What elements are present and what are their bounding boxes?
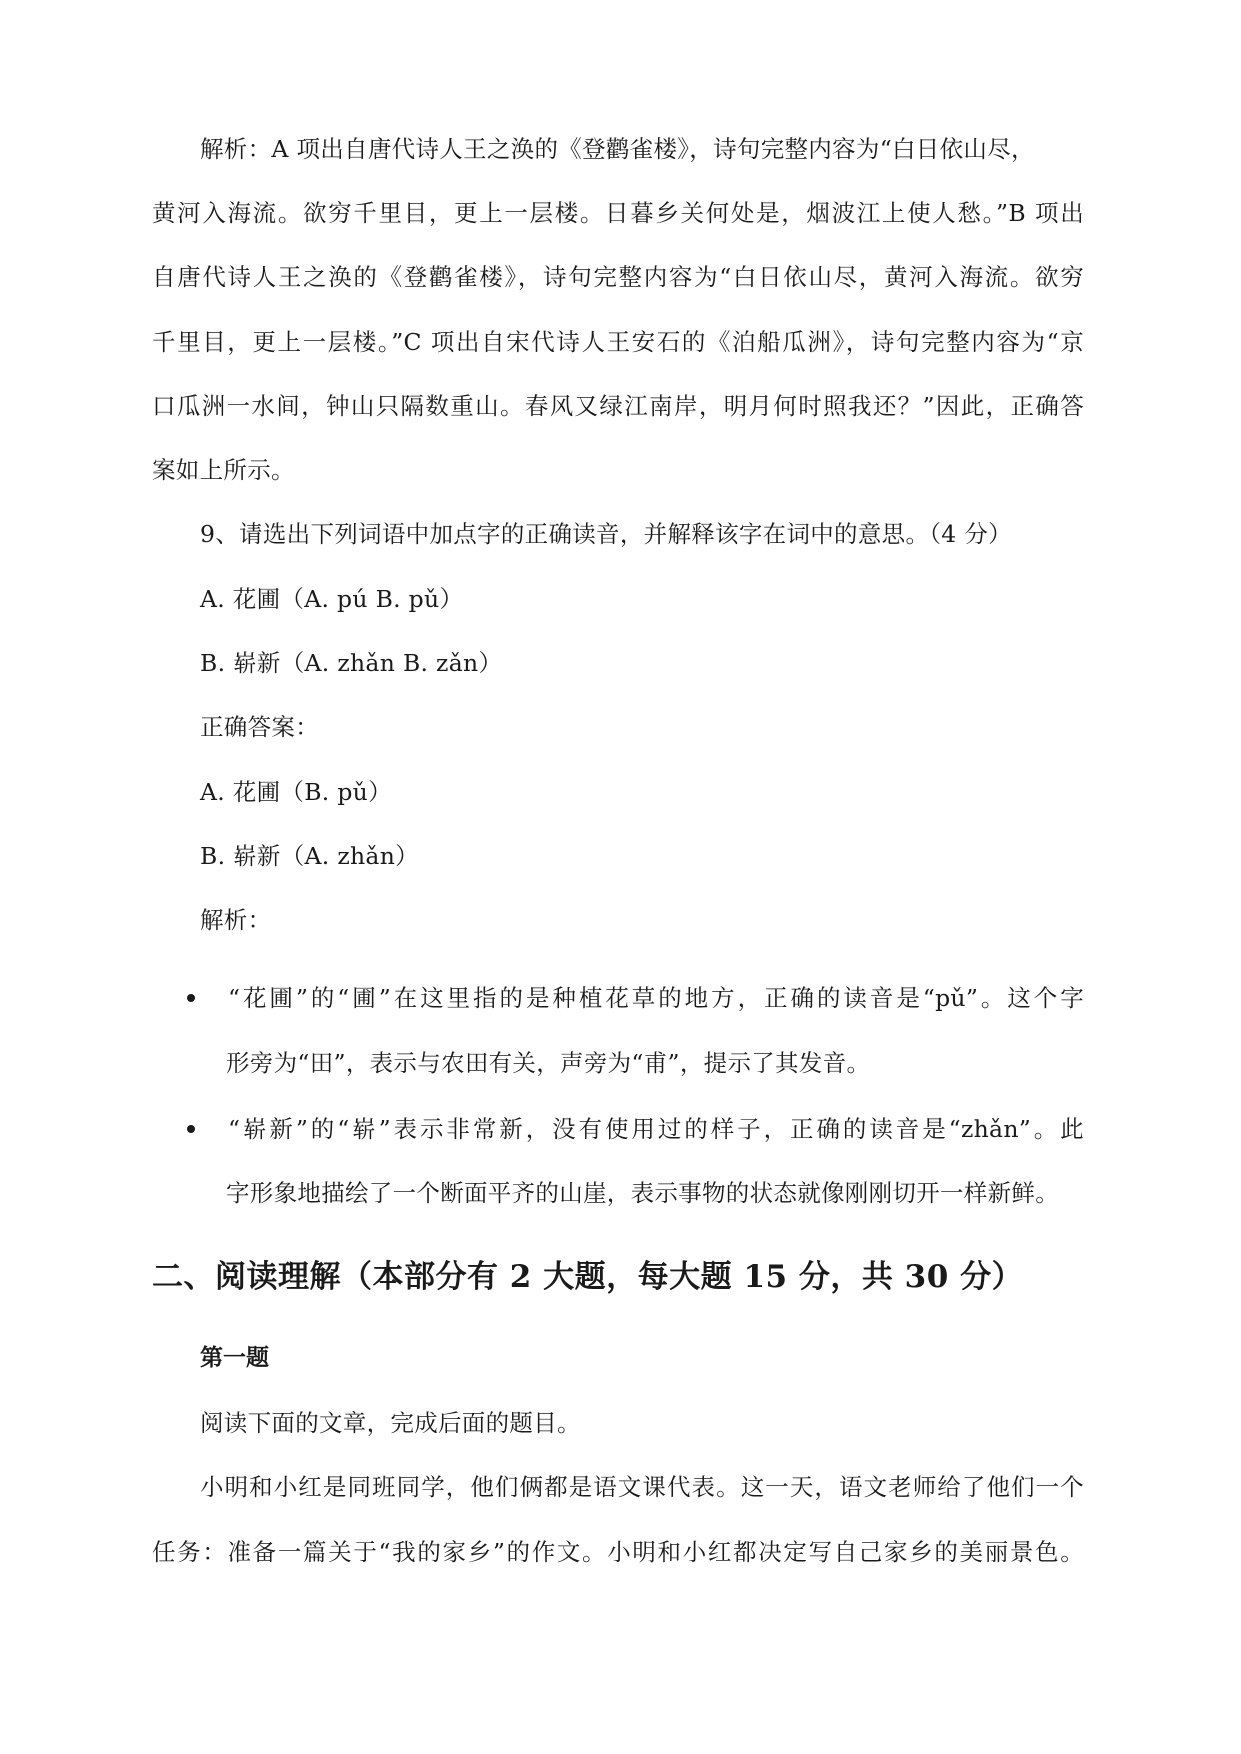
explanation-line: 解析：A 项出自唐代诗人王之涣的《登鹳雀楼》，诗句完整内容为“白日依山尽，	[200, 135, 1035, 163]
instruction-text: 阅读下面的文章，完成后面的题目。	[200, 1409, 581, 1437]
passage-line: 任务：准备一篇关于“我的家乡”的作文。小明和小红都决定写自己家乡的美丽景色。	[152, 1538, 1084, 1566]
bullet-line: 字形象地描绘了一个断面平齐的山崖，表示事物的状态就像刚刚切开一样新鲜。	[226, 1179, 1059, 1207]
explanation-line: 千里目，更上一层楼。”C 项出自宋代诗人王安石的《泊船瓜洲》，诗句完整内容为“京	[152, 328, 1084, 356]
bullet-line: “花圃”的“圃”在这里指的是种植花草的地方，正确的读音是“pǔ”。这个字	[228, 984, 1084, 1012]
bullet-line: 形旁为“田”，表示与农田有关，声旁为“甫”，提示了其发音。	[226, 1049, 871, 1077]
passage-line: 小明和小红是同班同学，他们俩都是语文课代表。这一天，语文老师给了他们一个	[200, 1473, 1084, 1501]
explanation-line: 口瓜洲一水间，钟山只隔数重山。春风又绿江南岸，明月何时照我还？”因此，正确答	[152, 392, 1084, 420]
bullet-line: “崭新”的“崭”表示非常新，没有使用过的样子，正确的读音是“zhǎn”。此	[228, 1115, 1084, 1143]
option-b: B. 崭新（A. zhǎn B. zǎn）	[200, 649, 503, 677]
answer-label: 正确答案：	[200, 713, 319, 741]
section-heading: 二、阅读理解（本部分有 2 大题，每大题 15 分，共 30 分）	[152, 1259, 1024, 1295]
explanation-line: 黄河入海流。欲穷千里目，更上一层楼。日暮乡关何处是，烟波江上使人愁。”B 项出	[152, 199, 1084, 227]
answer-b: B. 崭新（A. zhǎn）	[200, 842, 419, 870]
answer-a: A. 花圃（B. pǔ）	[200, 778, 392, 806]
explanation-line: 自唐代诗人王之涣的《登鹳雀楼》，诗句完整内容为“白日依山尽，黄河入海流。欲穷	[152, 263, 1084, 291]
bullet-marker	[187, 994, 195, 1002]
question-stem: 9、请选出下列词语中加点字的正确读音，并解释该字在词中的意思。（4 分）	[200, 520, 1012, 548]
subsection-heading: 第一题	[200, 1344, 269, 1371]
analysis-label: 解析：	[200, 906, 272, 934]
explanation-line: 案如上所示。	[152, 456, 295, 484]
bullet-marker	[187, 1125, 195, 1133]
option-a: A. 花圃（A. pú B. pǔ）	[200, 585, 464, 613]
